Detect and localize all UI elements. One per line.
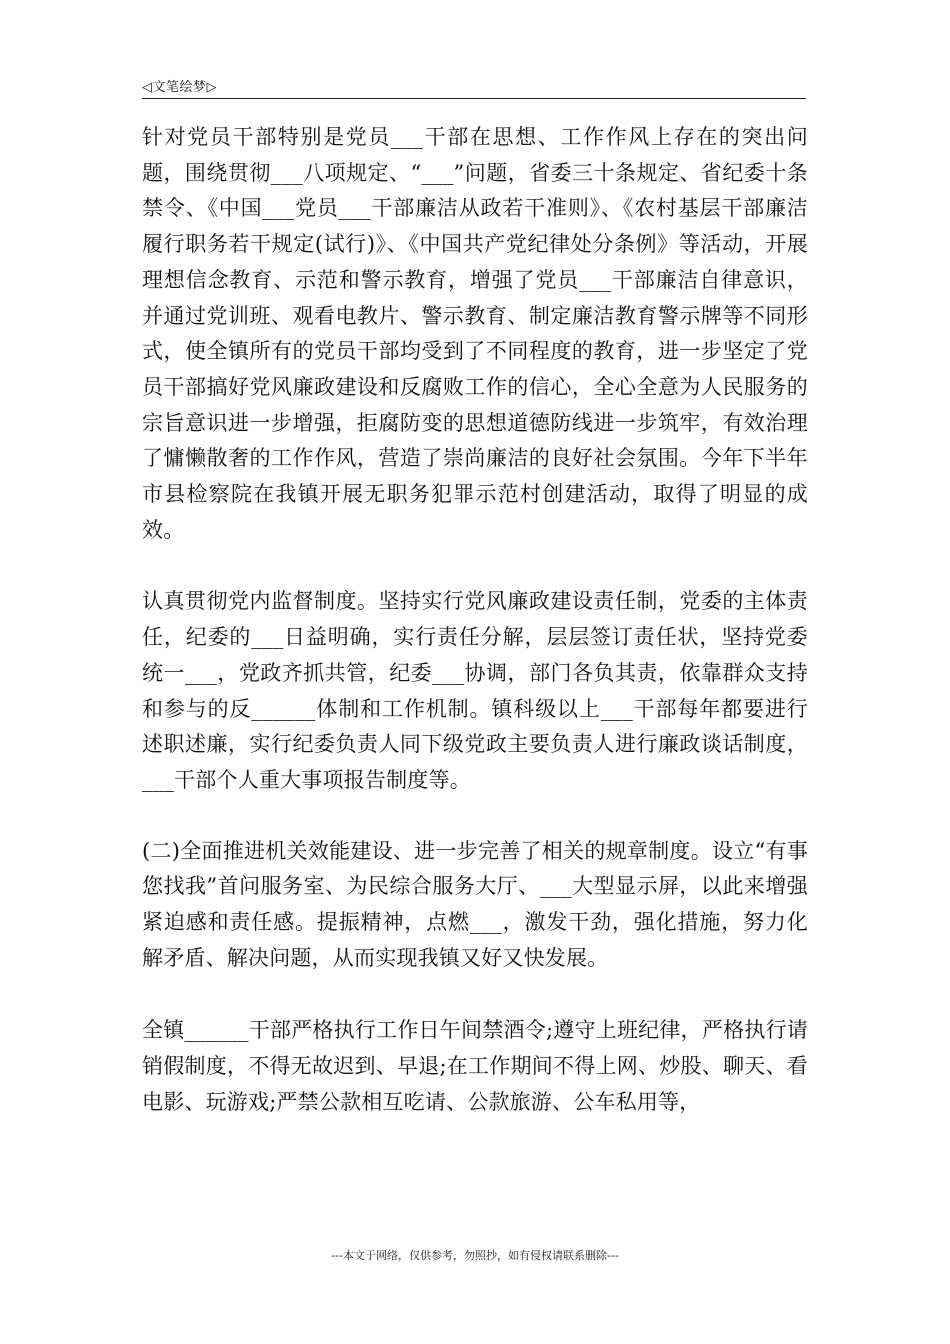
page-header [142, 72, 806, 99]
page-footer: ---本文于网络，仅供参考，勿照抄，如有侵权请联系删除--- [331, 1249, 619, 1262]
paragraph-spacer [142, 799, 808, 834]
document-body [142, 120, 808, 1121]
header-title: ◁文笔绘梦▷ [142, 80, 217, 95]
paragraph-3: (二)全面推进机关效能建设、进一步完善了相关的规章制度。设立“有事您找我”首问服务室、为民综合服务大厅、___大型显示屏，以此来增强紧迫感和责任感。提振精神，点燃___，激发干劲，强化措施，努力化解矛盾、解决问题，从而实现我镇又好又快发展。 [142, 838, 808, 970]
paragraph-spacer [142, 976, 808, 1013]
paragraph-2: 认真贯彻党内监督制度。坚持实行党风廉政建设责任制，党委的主体责任，纪委的___日益明确，实行责任分解，层层签订责任状，坚持党委统一___，党政齐抓共管，纪委___协调，部门各负其责，依靠群众支持和参与的反______体制和工作机制。镇科级以上___干部每年都要进行述职述廉，实行纪委负责人同下级党政主要负责人进行廉政谈话制度，___干部个人重大事项报告制度等。 [142, 589, 808, 792]
paragraph-spacer [142, 548, 808, 584]
paragraph-1: 针对党员干部特别是党员___干部在思想、工作作风上存在的突出问题，围绕贯彻___八项规定、“___”问题，省委三十条规定、省纪委十条禁令、《中国___党员___干部廉洁从政若干准则》、《农村基层干部廉洁履行职务若干规定(试行)》、《中国共产党纪律处分条例》等活动，开展理想信念教育、示范和警示教育，增强了党员___干部廉洁自律意识，并通过党训班、观看电教片、警示教育、制定廉洁教育警示牌等不同形式，使全镇所有的党员干部均受到了不同程度的教育，进一步坚定了党员干部搞好党风廉政建设和反腐败工作的信心，全心全意为人民服务的宗旨意识进一步增强，拒腐防变的思想道德防线进一步筑牢，有效治理了慵懒散奢的工作作风，营造了崇尚廉洁的良好社会氛围。今年下半年市县检察院在我镇开展无职务犯罪示范村创建活动，取得了明显的成效。 [142, 125, 808, 542]
paragraph-4: 全镇______干部严格执行工作日午间禁酒令;遵守上班纪律，严格执行请销假制度，不得无故迟到、早退;在工作期间不得上网、炒股、聊天、看电影、玩游戏;严禁公款相互吃请、公款旅游、公车私用等， [142, 1018, 808, 1114]
